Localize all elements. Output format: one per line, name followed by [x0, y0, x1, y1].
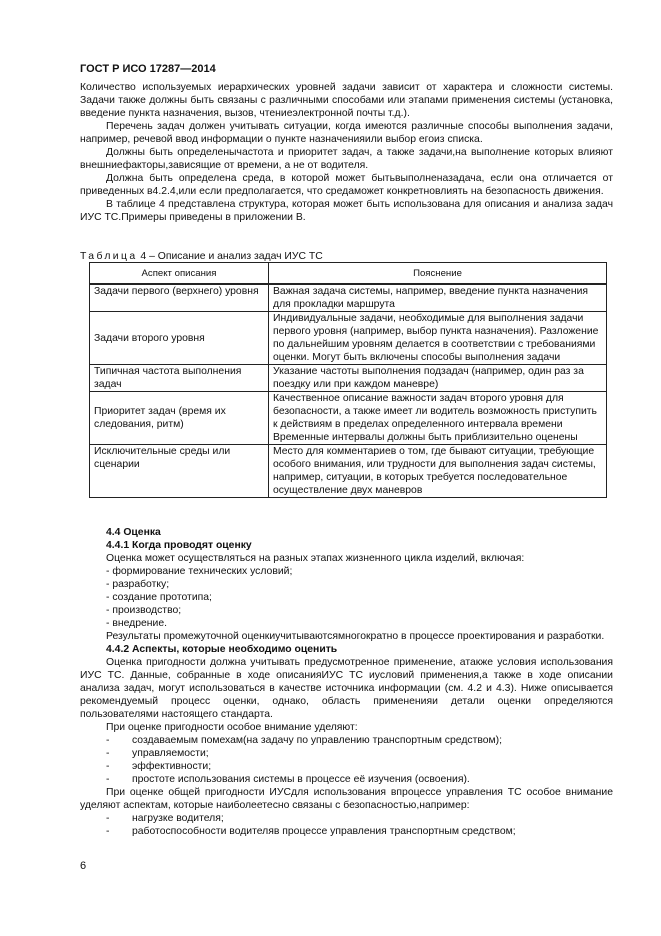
table-cell-aspect: Типичная частота выполнения задач	[90, 365, 269, 392]
table-cell-explanation: Место для комментариев о том, где бывают ситуации, требующие особого внимания, или трудности для выполнения задач системы, например, ситуации, в которых требуется последовательное осуществление двух маневров	[269, 445, 607, 498]
list-item	[80, 760, 613, 773]
list-dash: -	[106, 748, 110, 759]
explanation-text: Качественное описание важности задач второго уровня для безопасности, а также имеет ли водитель возможность приступить к действиям в пределах определенного интервала времени	[273, 393, 597, 430]
task-description-table	[89, 262, 607, 498]
list-item-text: управляемости;	[132, 748, 209, 759]
table-header-row	[90, 263, 607, 285]
table-caption-text: 4 – Описание и анализ задач ИУС ТС	[137, 251, 323, 262]
page-number: 6	[80, 860, 87, 872]
column-header-explanation: Пояснение	[269, 263, 607, 285]
paragraph: Результаты промежуточной оценкиучитываютсямногократно в процессе проектирования и разработки.	[106, 631, 605, 642]
explanation-note: Временные интервалы должны быть приблизительно оценены	[273, 432, 578, 443]
document-header: ГОСТ Р ИСО 17287—2014	[80, 63, 216, 75]
table-cell-explanation	[269, 392, 607, 445]
section-4-4	[80, 526, 613, 838]
intro-text	[80, 81, 613, 224]
list-item-text: эффективности;	[132, 761, 212, 772]
list-item	[80, 825, 613, 838]
paragraph: Должны быть определенычастота и приоритет задач, а также задачи,на выполнение которых влияют внешниефакторы,зависящие от времени, а не от водителя.	[80, 147, 613, 171]
paragraph: При оценке общей пригодности ИУСдля использования впроцессе управления ТС особое внимание уделяют аспектам, которые наиболеетесно связаны с безопасностью,например:	[80, 787, 613, 811]
table-row	[90, 365, 607, 392]
column-header-aspect: Аспект описания	[90, 263, 269, 285]
list-item-text: создаваемым помехам(на задачу по управлению транспортным средством);	[132, 735, 503, 746]
list-item-text: простоте использования системы в процессе её изучения (освоения).	[132, 774, 470, 785]
list-dash: -	[106, 813, 110, 824]
list-item-text: нагрузке водителя;	[132, 813, 224, 824]
table-row	[90, 284, 607, 312]
list-dash: -	[106, 735, 110, 746]
list-item-text: работоспособности водителяв процессе управления транспортным средством;	[132, 826, 516, 837]
table-row	[90, 445, 607, 498]
paragraph: При оценке пригодности особое внимание уделяют:	[106, 722, 358, 733]
list-item	[80, 734, 613, 747]
table-cell-aspect: Исключительные среды или сценарии	[90, 445, 269, 498]
list-item: - производство;	[106, 605, 182, 616]
table-row	[90, 392, 607, 445]
paragraph: Перечень задач должен учитывать ситуации, когда имеются различные способы выполнения задачи, например, речевой ввод информации о пункте назначенияили выбор егоиз списка.	[80, 121, 613, 145]
list-dash: -	[106, 761, 110, 772]
list-item: - формирование технических условий;	[106, 566, 293, 577]
table-cell-explanation: Индивидуальные задачи, необходимые для выполнения задачи первого уровня (например, выбор пункта назначения). Разложение по дальнейшим уровням делается в соответствии с требованиями оценки. Могут быть включены способы выполнения задачи	[269, 312, 607, 365]
paragraph: Количество используемых иерархических уровней задачи зависит от характера и сложности системы. Задачи также должны быть связаны с различными способами или этапами применения системы (установка, введение пункта назначения, вызов, чтениеэлектронной почты т.д.).	[80, 82, 613, 119]
table-cell-explanation: Указание частоты выполнения подзадач (например, один раз за поездку или при каждом маневре)	[269, 365, 607, 392]
table-cell-aspect: Задачи второго уровня	[90, 312, 269, 365]
section-title: 4.4 Оценка	[106, 527, 161, 538]
list-item	[80, 812, 613, 825]
paragraph: В таблице 4 представлена структура, которая может быть использована для описания и анализа задач ИУС ТС.Примеры приведены в приложении В.	[80, 199, 613, 223]
list-item: - разработку;	[106, 579, 170, 590]
list-dash: -	[106, 774, 110, 785]
list-item	[80, 747, 613, 760]
table-cell-aspect: Задачи первого (верхнего) уровня	[90, 284, 269, 312]
list-item: - внедрение.	[106, 618, 167, 629]
table-cell-aspect: Приоритет задач (время их следования, ритм)	[90, 392, 269, 445]
table-cell-explanation: Важная задача системы, например, введение пункта назначения для прокладки маршрута	[269, 284, 607, 312]
subsection-title: 4.4.2 Аспекты, которые необходимо оценить	[106, 644, 338, 655]
list-item	[80, 773, 613, 786]
list-dash: -	[106, 826, 110, 837]
paragraph: Должна быть определена среда, в которой может бытьвыполненазадача, если она отличается от приведенных в4.2.4,или если предполагается, что средаможет конкретновлиять на безопасность движения.	[80, 173, 613, 197]
list-item: - создание прототипа;	[106, 592, 212, 603]
paragraph: Оценка пригодности должна учитывать предусмотренное применение, атакже условия использования ИУС ТС. Данные, собранные в ходе описанияИУС ТС иусловий применения,а также в ходе описании анализа задач, могут использоваться в качестве источника информации (см. 4.2 и 4.3). Ниже описывается рекомендуемый процесс оценки, однако, область примененияи детали оценки определяются пользователями настоящего стандарта.	[80, 657, 613, 720]
table-row	[90, 312, 607, 365]
subsection-title: 4.4.1 Когда проводят оценку	[106, 540, 252, 551]
table-caption-prefix: Таблица	[80, 251, 138, 262]
paragraph: Оценка может осуществляться на разных этапах жизненного цикла изделий, включая:	[106, 553, 525, 564]
